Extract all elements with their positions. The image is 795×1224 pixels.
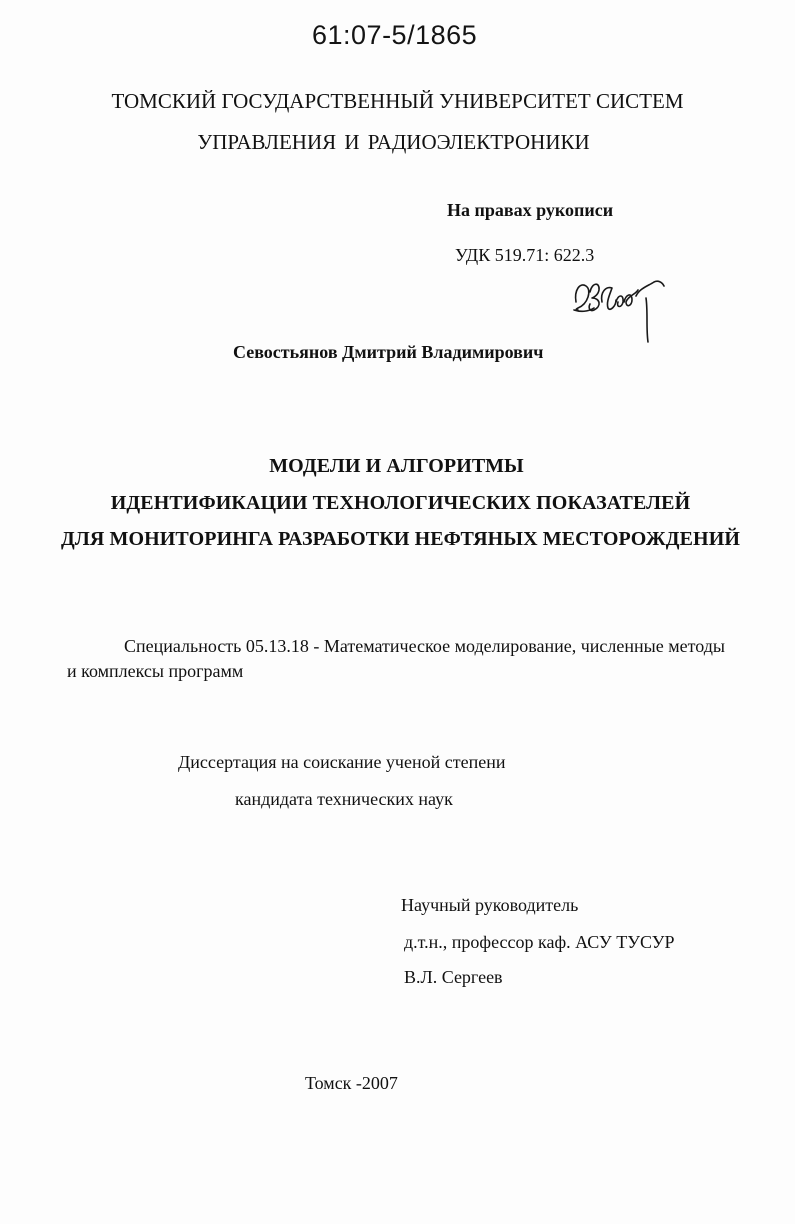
dissertation-line-2: кандидата технических наук (235, 789, 453, 809)
dissertation-line-1: Диссертация на соискание ученой степени (178, 752, 506, 772)
stamp-code: 61:07-5/1865 (312, 20, 478, 50)
supervisor-label: Научный руководитель (401, 895, 579, 915)
author-name: Севостьянов Дмитрий Владимирович (233, 342, 544, 362)
manuscript-rights: На правах рукописи (447, 200, 614, 220)
thesis-title-line-3: ДЛЯ МОНИТОРИНГА РАЗРАБОТКИ НЕФТЯНЫХ МЕСТОРОЖДЕНИЙ (60, 528, 741, 550)
handwritten-signature (566, 272, 676, 352)
city-year: Томск -2007 (305, 1073, 398, 1093)
thesis-title-line-2: ИДЕНТИФИКАЦИИ ТЕХНОЛОГИЧЕСКИХ ПОКАЗАТЕЛЕЙ (110, 492, 691, 514)
specialty-text: Специальность 05.13.18 - Математическое моделирование, численные методы и комплексы программ (67, 636, 725, 681)
thesis-title-line-1: МОДЕЛИ И АЛГОРИТМЫ (269, 455, 524, 477)
university-name-line-1: ТОМСКИЙ ГОСУДАРСТВЕННЫЙ УНИВЕРСИТЕТ СИСТЕМ (111, 89, 684, 113)
udk-code: УДК 519.71: 622.3 (455, 245, 595, 265)
supervisor-title: д.т.н., профессор каф. АСУ ТУСУР (404, 932, 675, 952)
university-name-line-2: УПРАВЛЕНИЯ И РАДИОЭЛЕКТРОНИКИ (197, 130, 590, 154)
supervisor-name: В.Л. Сергеев (404, 967, 503, 987)
